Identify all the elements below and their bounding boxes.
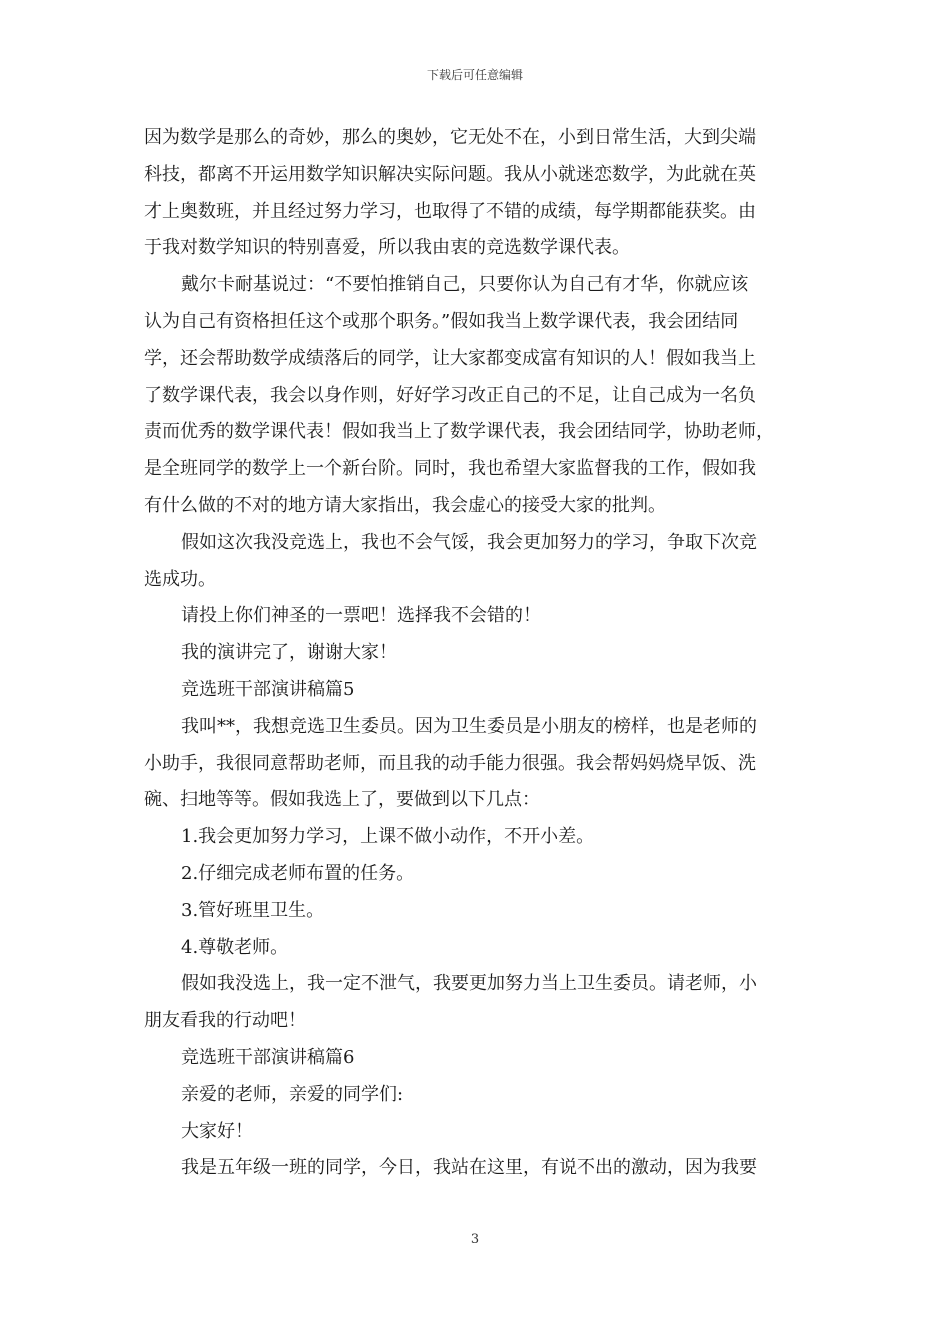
paragraph-line: 请投上你们神圣的一票吧！选择我不会错的！ [181,605,541,627]
paragraph-line: 亲爱的老师，亲爱的同学们: [181,1083,404,1105]
paragraph-line: 竞选班干部演讲稿篇5 [181,678,355,700]
paragraph-line: 才上奥数班，并且经过努力学习，也取得了不错的成绩，每学期都能获奖。由 [144,200,756,222]
paragraph-line: 碗、扫地等等。假如我选上了，要做到以下几点： [144,789,540,811]
paragraph-line: 我是五年级一班的同学，今日，我站在这里，有说不出的激动，因为我要 [181,1157,757,1179]
paragraph-line: 大家好！ [181,1120,253,1142]
paragraph-line: 了数学课代表，我会以身作则，好好学习改正自己的不足，让自己成为一名负 [144,384,756,406]
paragraph-line: 选成功。 [144,568,216,590]
paragraph-line: 假如这次我没竞选上，我也不会气馁，我会更加努力的学习，争取下次竞 [181,531,757,553]
paragraph-line: 朋友看我的行动吧！ [144,1010,306,1032]
paragraph-line: 科技，都离不开运用数学知识解决实际问题。我从小就迷恋数学，为此就在英 [144,163,756,185]
paragraph-line: 认为自己有资格担任这个或那个职务。”假如我当上数学课代表，我会团结同 [144,310,739,332]
paragraph-line: 因为数学是那么的奇妙，那么的奥妙，它无处不在，小到日常生活，大到尖端 [144,127,756,148]
paragraph-line: 责而优秀的数学课代表！假如我当上了数学课代表，我会团结同学，协助老师， [144,421,774,443]
paragraph-line: 2.仔细完成老师布置的任务。 [181,862,415,884]
paragraph-line: 4.尊敬老师。 [181,936,289,958]
paragraph-line: 1.我会更加努力学习，上课不做小动作，不开小差。 [181,826,595,848]
paragraph-line: 竞选班干部演讲稿篇6 [181,1046,355,1068]
paragraph-line: 戴尔卡耐基说过：“不要怕推销自己，只要你认为自己有才华，你就应该 [181,274,749,296]
document-body [144,120,808,1187]
page-header: 下载后可任意编辑 [426,68,523,82]
paragraph-line: 是全班同学的数学上一个新台阶。同时，我也希望大家监督我的工作，假如我 [144,458,756,480]
page-number: 3 [470,1232,480,1247]
paragraph-line: 我的演讲完了，谢谢大家！ [181,642,397,664]
paragraph-line: 有什么做的不对的地方请大家指出，我会虚心的接受大家的批判。 [144,494,666,516]
paragraph-line: 3.管好班里卫生。 [181,899,325,921]
paragraph-line: 于我对数学知识的特别喜爱，所以我由衷的竞选数学课代表。 [144,237,630,259]
paragraph-line: 小助手，我很同意帮助老师，而且我的动手能力很强。我会帮妈妈烧早饭、洗 [144,752,756,774]
paragraph-line: 我叫**，我想竞选卫生委员。因为卫生委员是小朋友的榜样，也是老师的 [181,715,757,737]
paragraph-line: 学，还会帮助数学成绩落后的同学，让大家都变成富有知识的人！假如我当上 [144,347,756,369]
paragraph-line: 假如我没选上，我一定不泄气，我要更加努力当上卫生委员。请老师，小 [181,973,757,995]
